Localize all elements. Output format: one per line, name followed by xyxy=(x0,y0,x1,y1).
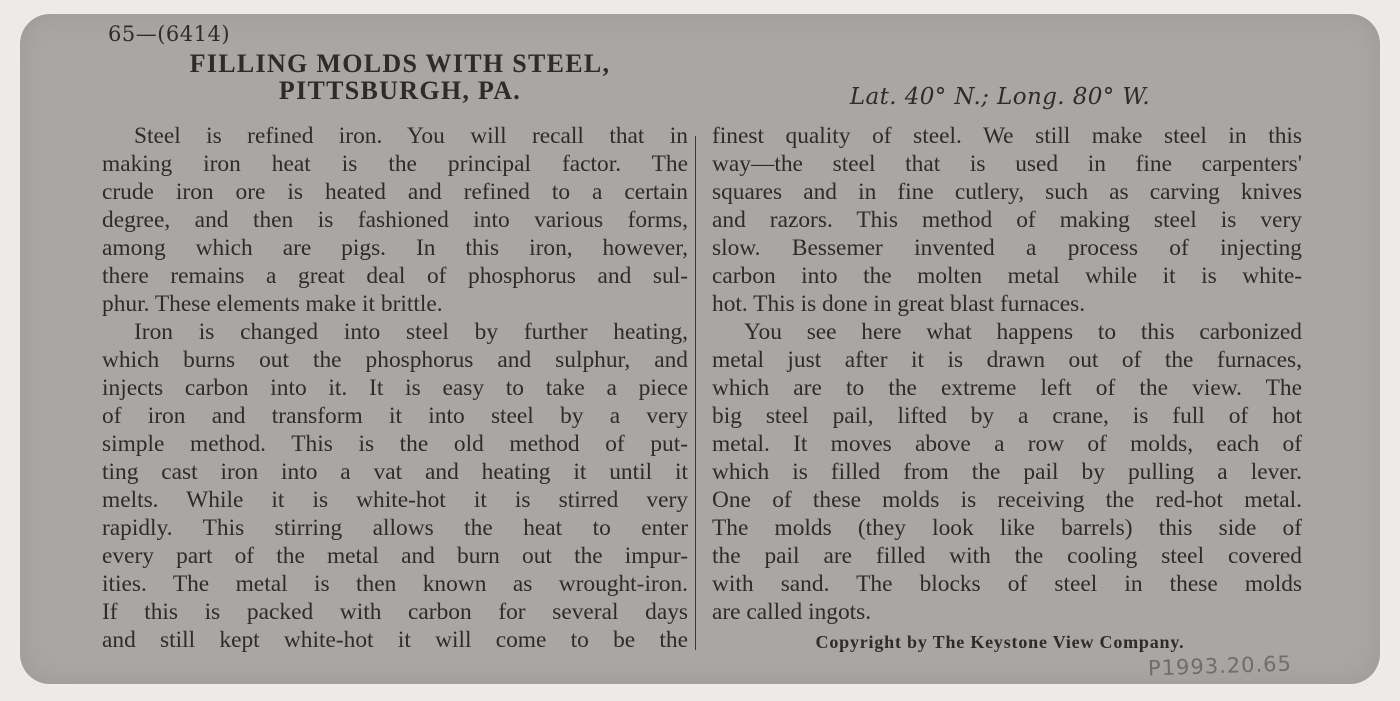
stereocard-back xyxy=(20,14,1380,684)
text-line: way—the steel that is used in fine carpenters' xyxy=(712,151,1302,177)
text-line: which is filled from the pail by pulling a lever. xyxy=(712,459,1302,485)
text-line: squares and in fine cutlery, such as carving knives xyxy=(712,179,1302,205)
text-line: simple method. This is the old method of put- xyxy=(102,431,688,457)
text-line: crude iron ore is heated and refined to a certain xyxy=(102,179,688,205)
text-line: Iron is changed into steel by further heating, xyxy=(134,319,688,345)
column-divider xyxy=(695,136,696,650)
text-line: among which are pigs. In this iron, however, xyxy=(102,235,688,261)
text-line: Steel is refined iron. You will recall that in xyxy=(134,123,688,149)
text-line: carbon into the molten metal while it is white- xyxy=(712,263,1302,289)
text-line: metal just after it is drawn out of the furnaces, xyxy=(712,347,1302,373)
text-line: there remains a great deal of phosphorus and sul- xyxy=(102,263,688,289)
text-line: phur. These elements make it brittle. xyxy=(102,291,443,317)
text-line: hot. This is done in great blast furnaces. xyxy=(712,291,1086,317)
text-line: and still kept white-hot it will come to be the xyxy=(102,627,688,653)
text-line: The molds (they look like barrels) this side of xyxy=(712,515,1302,541)
text-line: If this is packed with carbon for several days xyxy=(102,599,688,625)
text-line: melts. While it is white-hot it is stirred very xyxy=(102,487,688,513)
text-line: of iron and transform it into steel by a very xyxy=(102,403,688,429)
text-line: finest quality of steel. We still make steel in this xyxy=(712,123,1302,149)
right-text-column xyxy=(712,122,1302,626)
catalog-number: P1993.20.65 xyxy=(1147,651,1293,681)
text-line: every part of the metal and burn out the impur- xyxy=(102,543,688,569)
text-line: ting cast iron into a vat and heating it until it xyxy=(102,459,688,485)
text-line: degree, and then is fashioned into various forms, xyxy=(102,207,688,233)
card-title-line2: PITTSBURGH, PA. xyxy=(278,76,522,105)
card-title-line1: FILLING MOLDS WITH STEEL, xyxy=(189,49,611,78)
card-number: 65—(6414) xyxy=(108,22,231,46)
text-line: which burns out the phosphorus and sulphur, and xyxy=(102,347,688,373)
text-line: big steel pail, lifted by a crane, is full of hot xyxy=(712,403,1302,429)
text-line: slow. Bessemer invented a process of injecting xyxy=(712,235,1302,261)
lat-long: Lat. 40° N.; Long. 80° W. xyxy=(849,84,1151,110)
card-title xyxy=(100,50,700,104)
text-line: injects carbon into it. It is easy to take a piece xyxy=(102,375,688,401)
text-line: are called ingots. xyxy=(712,599,872,625)
text-line: rapidly. This stirring allows the heat to enter xyxy=(102,515,688,541)
copyright-notice: Copyright by The Keystone View Company. xyxy=(815,632,1185,652)
left-text-column xyxy=(102,122,688,654)
text-line: which are to the extreme left of the view. The xyxy=(712,375,1302,401)
text-line: metal. It moves above a row of molds, each of xyxy=(712,431,1302,457)
text-line: and razors. This method of making steel is very xyxy=(712,207,1302,233)
text-line: You see here what happens to this carbonized xyxy=(744,319,1302,345)
text-line: One of these molds is receiving the red-hot metal. xyxy=(712,487,1302,513)
text-line: ities. The metal is then known as wrought-iron. xyxy=(102,571,688,597)
text-line: with sand. The blocks of steel in these molds xyxy=(712,571,1302,597)
text-line: the pail are filled with the cooling steel covered xyxy=(712,543,1302,569)
text-line: making iron heat is the principal factor. The xyxy=(102,151,688,177)
